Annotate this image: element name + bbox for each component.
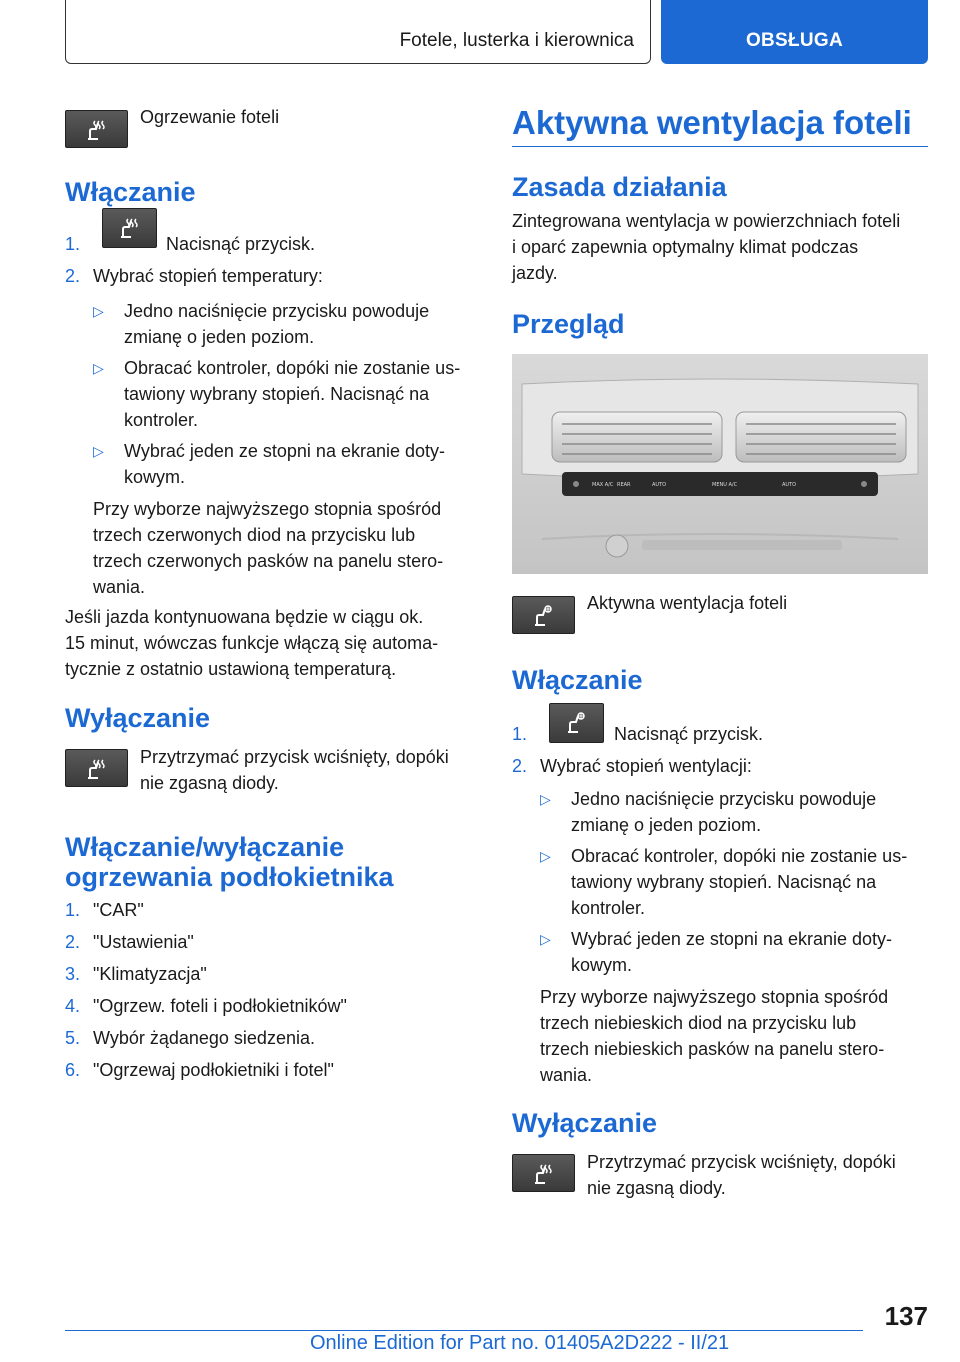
seat-ventilation-button-icon	[549, 703, 604, 743]
photo-label: MENU A/C	[712, 482, 738, 488]
photo-label: AUTO	[652, 482, 667, 488]
heading-overview: Przegląd	[512, 309, 625, 339]
heading-switch-off: Wyłączanie	[65, 703, 211, 733]
seat-heating-icon	[65, 110, 128, 148]
step-number: 2.	[65, 266, 81, 286]
paragraph-text: tycznie z ostatnio ustawioną temperaturą.	[65, 659, 397, 679]
off-text: nie zgasną diody.	[587, 1178, 726, 1198]
step-number: 1.	[65, 234, 81, 254]
bullet-triangle-icon: ▷	[93, 360, 104, 376]
page-header	[65, 0, 928, 64]
heading-switch-off: Wyłączanie	[512, 1108, 658, 1138]
armrest-step-number: 6.	[65, 1060, 81, 1080]
bullet-text: tawiony wybrany stopień. Nacisnąć na	[571, 872, 877, 892]
bullet-text: kontroler.	[124, 410, 199, 430]
function-text: i oparć zapewnia optymalny klimat podczas	[512, 237, 859, 257]
seat-ventilation-off-icon	[512, 1154, 575, 1192]
bullet-text: Jedno naciśnięcie przycisku powoduje	[124, 301, 430, 321]
heading-rule	[512, 146, 928, 147]
note-text: Przy wyborze najwyższego stopnia spośród	[540, 987, 889, 1007]
bullet-text: Wybrać jeden ze stopni na ekranie doty-	[124, 441, 446, 461]
bullet-triangle-icon: ▷	[93, 443, 104, 459]
armrest-step-text: "CAR"	[93, 900, 144, 920]
header-section-title: Fotele, lusterka i kierownica	[399, 30, 634, 51]
seat-ventilation-icon	[512, 596, 575, 634]
header-chapter-label: OBSŁUGA	[745, 30, 844, 51]
armrest-step-text: Wybór żądanego siedzenia.	[93, 1028, 315, 1048]
header-section-box	[65, 0, 651, 64]
armrest-step-number: 4.	[65, 996, 81, 1016]
heading-function: Zasada działania	[512, 172, 727, 202]
step-number: 2.	[512, 756, 528, 776]
note-text: trzech czerwonych diod na przycisku lub	[93, 525, 416, 545]
step-text: Nacisnąć przycisk.	[614, 724, 764, 744]
note-text: wania.	[540, 1065, 593, 1085]
paragraph-text: 15 minut, wówczas funkcje włączą się automa-	[65, 633, 439, 653]
bullet-text: kowym.	[124, 467, 186, 487]
seat-heating-caption: Ogrzewanie foteli	[140, 107, 280, 127]
seat-heating-off-icon	[65, 749, 128, 787]
step-number: 1.	[512, 724, 528, 744]
off-text: Przytrzymać przycisk wciśnięty, dopóki	[587, 1152, 896, 1172]
armrest-step-number: 5.	[65, 1028, 81, 1048]
heading-switch-on: Włączanie	[512, 665, 643, 695]
dashboard-vents-photo	[512, 354, 928, 574]
paragraph-text: Jeśli jazda kontynuowana będzie w ciągu ok.	[65, 607, 424, 627]
off-text: nie zgasną diody.	[140, 773, 279, 793]
bullet-text: kontroler.	[571, 898, 646, 918]
note-text: trzech niebieskich pasków na panelu stero-	[540, 1039, 885, 1059]
bullet-text: Obracać kontroler, dopóki nie zostanie us-	[124, 358, 461, 378]
armrest-step-text: "Klimatyzacja"	[93, 964, 207, 984]
step-text: Nacisnąć przycisk.	[166, 234, 316, 254]
bullet-text: tawiony wybrany stopień. Nacisnąć na	[124, 384, 430, 404]
photo-label: MAX A/C	[592, 482, 614, 488]
note-text: Przy wyborze najwyższego stopnia spośród	[93, 499, 442, 519]
bullet-text: zmianę o jeden poziom.	[124, 327, 315, 347]
armrest-step-number: 1.	[65, 900, 81, 920]
step-text: Wybrać stopień wentylacji:	[540, 756, 752, 776]
note-text: wania.	[93, 577, 146, 597]
heading-switch-on: Włączanie	[65, 177, 196, 207]
bullet-text: Jedno naciśnięcie przycisku powoduje	[571, 789, 877, 809]
bullet-triangle-icon: ▷	[540, 791, 551, 807]
heading-active-ventilation: Aktywna wentylacja foteli	[512, 104, 912, 141]
armrest-step-text: "Ustawienia"	[93, 932, 194, 952]
bullet-triangle-icon: ▷	[540, 931, 551, 947]
seat-ventilation-caption: Aktywna wentylacja foteli	[587, 593, 788, 613]
heading-armrest: Włączanie/wyłączanie	[65, 832, 345, 862]
footer-edition: Online Edition for Part no. 01405A2D222 - II/21	[310, 1332, 730, 1354]
page-number: 137	[884, 1301, 928, 1331]
photo-label: REAR	[617, 482, 631, 488]
armrest-step-text: "Ogrzewaj podłokietniki i fotel"	[93, 1060, 334, 1080]
off-text: Przytrzymać przycisk wciśnięty, dopóki	[140, 747, 449, 767]
footer-rule	[65, 1330, 863, 1331]
bullet-text: zmianę o jeden poziom.	[571, 815, 762, 835]
heading-armrest: ogrzewania podłokietnika	[65, 862, 394, 892]
function-text: jazdy.	[512, 263, 558, 283]
photo-label: AUTO	[782, 482, 797, 488]
header-chapter-tab	[661, 0, 928, 64]
bullet-text: Wybrać jeden ze stopni na ekranie doty-	[571, 929, 893, 949]
armrest-step-number: 3.	[65, 964, 81, 984]
bullet-triangle-icon: ▷	[540, 848, 551, 864]
note-text: trzech czerwonych pasków na panelu stero-	[93, 551, 444, 571]
note-text: trzech niebieskich diod na przycisku lub	[540, 1013, 857, 1033]
step-text: Wybrać stopień temperatury:	[93, 266, 323, 286]
armrest-step-text: "Ogrzew. foteli i podłokietników"	[93, 996, 347, 1016]
function-text: Zintegrowana wentylacja w powierzchniach foteli	[512, 211, 901, 231]
bullet-text: kowym.	[571, 955, 633, 975]
seat-heating-button-icon	[102, 208, 157, 248]
bullet-triangle-icon: ▷	[93, 303, 104, 319]
armrest-step-number: 2.	[65, 932, 81, 952]
bullet-text: Obracać kontroler, dopóki nie zostanie us-	[571, 846, 908, 866]
